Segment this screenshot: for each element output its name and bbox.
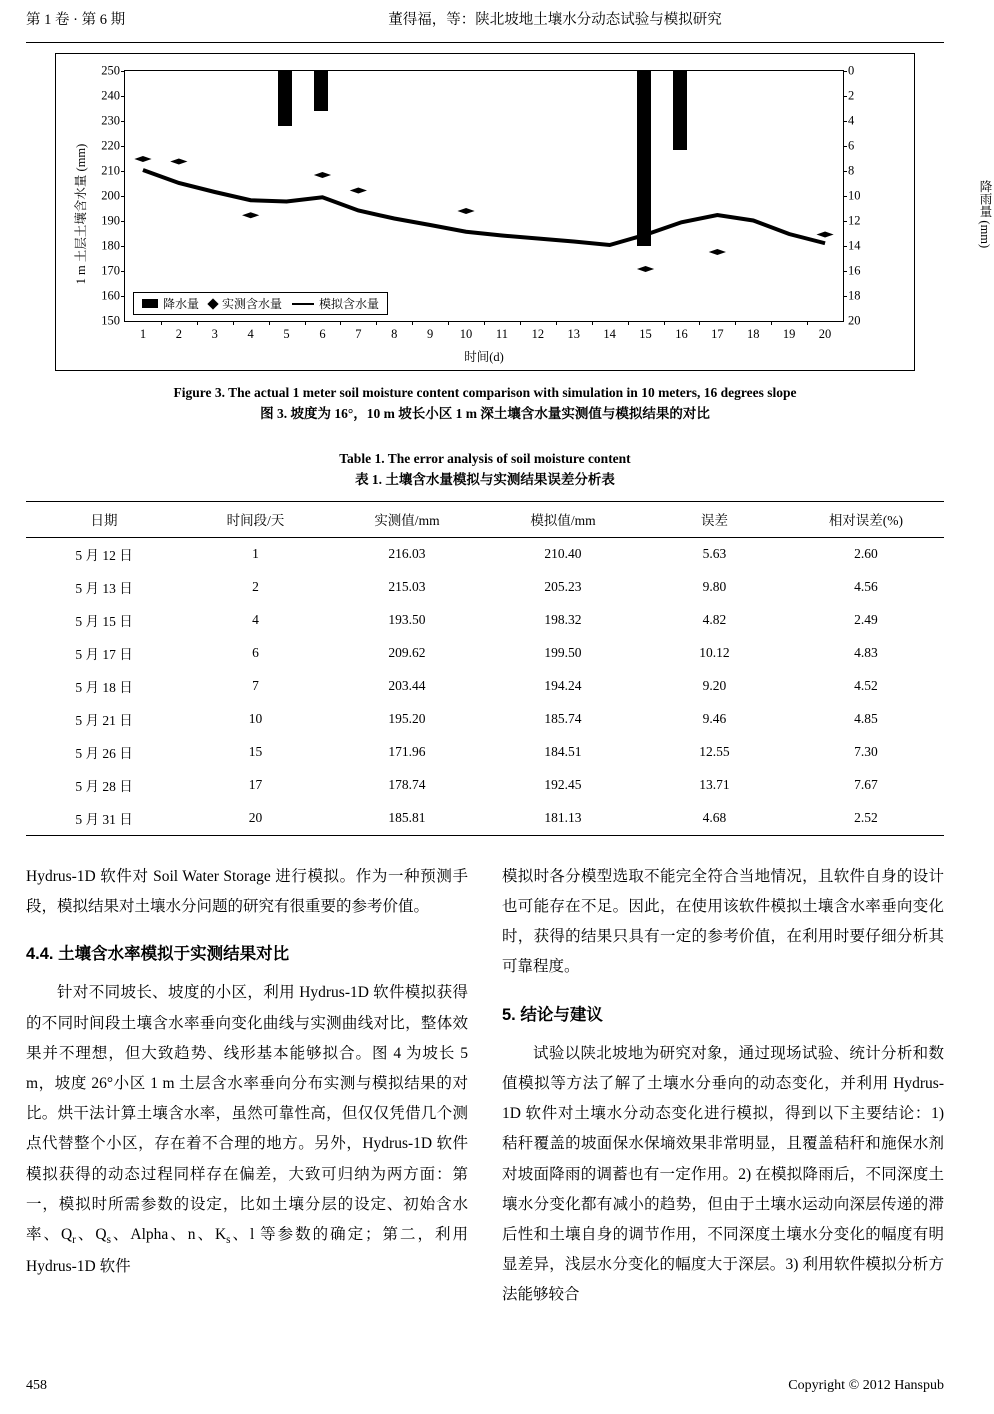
cell-date: 5 月 15 日 [75, 614, 133, 630]
cell-relative-error: 2.60 [854, 546, 878, 562]
cell-error: 9.20 [702, 678, 727, 694]
cell-relative-error: 7.30 [854, 744, 878, 760]
table-row [26, 604, 944, 637]
paragraph-left-2 [26, 978, 468, 1282]
x-tick: 8 [391, 327, 398, 341]
x-tick: 3 [211, 327, 218, 341]
measured-points [125, 71, 843, 321]
cell-day: 20 [248, 810, 263, 826]
cell-measured: 178.74 [388, 777, 426, 793]
cell-simulated: 192.45 [544, 777, 582, 793]
y-tick-left: 250 [101, 63, 120, 78]
diamond-marker-icon [207, 298, 218, 309]
cell-date: 5 月 26 日 [75, 746, 133, 762]
cell-error: 4.82 [702, 612, 727, 628]
line-swatch-icon [292, 303, 314, 305]
cell-simulated: 198.32 [544, 612, 582, 628]
section-heading-5: 5. 结论与建议 [502, 1005, 603, 1024]
x-tick: 12 [531, 327, 545, 341]
y-tick-right: 8 [848, 163, 855, 178]
col-header-date: 日期 [90, 512, 118, 528]
col-header-day: 时间段/天 [226, 512, 285, 528]
plot-area [101, 63, 861, 364]
legend-item-simulated [292, 295, 379, 312]
cell-relative-error: 4.52 [854, 678, 878, 694]
table-body [26, 537, 944, 835]
para-left-2-part4: 、l 等参数的确定；第二，利用 Hydrus-1D 软件 [26, 1226, 468, 1275]
running-head-left: 第 1 卷 · 第 6 期 [26, 12, 126, 28]
chart-legend [133, 292, 388, 315]
bar-swatch-icon [142, 299, 158, 308]
y-axis-right-label: 降雨量 (mm) [978, 179, 992, 249]
cell-simulated: 185.74 [544, 711, 582, 727]
para-left-2-sub3: s [226, 1234, 231, 1247]
cell-simulated: 205.23 [544, 579, 582, 595]
cell-relative-error: 4.83 [854, 645, 878, 661]
cell-measured: 171.96 [388, 744, 426, 760]
y-tick-left: 150 [101, 313, 120, 328]
y-tick-left: 200 [101, 188, 120, 203]
col-header-error: 误差 [700, 512, 728, 528]
y-tick-left: 220 [101, 138, 120, 153]
running-head-center: 董得福，等：陕北坡地土壤水分动态试验与模拟研究 [388, 12, 722, 28]
col-header-simulated: 模拟值/mm [530, 512, 596, 528]
cell-measured: 216.03 [388, 546, 426, 562]
cell-simulated: 199.50 [544, 645, 582, 661]
cell-day: 2 [252, 579, 259, 595]
table-row [26, 736, 944, 769]
x-tick: 13 [567, 327, 580, 341]
x-tick: 20 [818, 327, 832, 341]
table-row [26, 670, 944, 703]
y-tick-right: 18 [848, 288, 861, 303]
cell-measured: 209.62 [388, 645, 426, 661]
cell-error: 4.68 [702, 810, 727, 826]
legend-item-rainfall [142, 295, 199, 312]
figure-caption-en: Figure 3. The actual 1 meter soil moisture content comparison with simulation in 10 meters, 16 degrees slope [173, 385, 797, 400]
cell-relative-error: 4.56 [854, 579, 878, 595]
body-columns [26, 862, 944, 1311]
cell-day: 17 [248, 777, 263, 793]
para-left-2-sub2: s [106, 1234, 111, 1247]
y-tick-right: 12 [848, 213, 861, 228]
cell-error: 5.63 [702, 546, 727, 562]
cell-relative-error: 4.85 [854, 711, 878, 727]
y-tick-right: 6 [848, 138, 855, 153]
col-header-measured: 实测值/mm [374, 512, 440, 528]
table-row [26, 571, 944, 604]
copyright-notice: Copyright © 2012 Hanspub [788, 1378, 944, 1393]
col-header-relative-error: 相对误差(%) [828, 512, 904, 528]
x-tick: 15 [639, 327, 652, 341]
y-tick-right: 0 [848, 63, 855, 78]
x-tick: 7 [355, 327, 362, 341]
x-tick: 11 [495, 327, 508, 341]
para-left-2-part1: 针对不同坡长、坡度的小区，利用 Hydrus-1D 软件模拟获得的不同时间段土壤含水率垂向变化曲线与实测曲线对比，整体效果并不理想，但大致趋势、线形基本能够拟合。图 4 为坡长 5 m，坡度 26°小区 1 m 土层含水率垂向分布实测与模拟结果的对比。烘干法计算土壤含水率，虽然可靠性高，但仅仅凭借几个测点代替整个小区，存在着不合理的地方。另外，Hydrus-1D 软件模拟获得的动态过程同样存在偏差，大致可归纳为两方面：第一，模拟时所需参数的设定，比如土壤分层的设定、初始含水率、Q [26, 984, 468, 1244]
header-rule [26, 42, 944, 43]
cell-simulated: 181.13 [544, 810, 582, 826]
right-column [502, 862, 944, 1311]
x-tick: 18 [747, 327, 760, 341]
figure-caption [26, 383, 944, 425]
cell-error: 12.55 [699, 744, 730, 760]
paragraph-right-1: 模拟时各分模型选取不能完全符合当地情况，且软件自身的设计也可能存在不足。因此，在使用该软件模拟土壤含水率垂向变化时，获得的结果只具有一定的参考价值，在利用时要仔细分析其可靠程度。 [502, 867, 944, 976]
cell-measured: 203.44 [388, 678, 426, 694]
y-tick-left: 170 [101, 263, 120, 278]
cell-error: 9.80 [702, 579, 727, 595]
cell-day: 1 [252, 546, 259, 562]
cell-day: 10 [248, 711, 263, 727]
cell-relative-error: 2.52 [854, 810, 878, 826]
y-tick-right: 4 [848, 113, 855, 128]
paragraph-left-1: Hydrus-1D 软件对 Soil Water Storage 进行模拟。作为一种预测手段，模拟结果对土壤水分问题的研究有很重要的参考价值。 [26, 867, 468, 915]
cell-date: 5 月 12 日 [75, 548, 133, 564]
y-tick-left: 230 [101, 113, 120, 128]
cell-date: 5 月 13 日 [75, 581, 133, 597]
cell-simulated: 210.40 [544, 546, 582, 562]
cell-day: 15 [248, 744, 263, 760]
x-tick: 4 [247, 327, 254, 341]
table-caption-cn: 表 1. 土壤含水量模拟与实测结果误差分析表 [355, 471, 615, 487]
cell-measured: 195.20 [388, 711, 426, 727]
x-tick: 16 [675, 327, 688, 341]
cell-date: 5 月 21 日 [75, 713, 133, 729]
cell-measured: 215.03 [388, 579, 426, 595]
table-row [26, 769, 944, 802]
y-tick-right: 16 [848, 263, 861, 278]
figure-frame [55, 53, 992, 371]
table-row [26, 703, 944, 736]
chart [64, 63, 992, 364]
y-tick-right: 2 [848, 88, 855, 103]
x-tick: 17 [711, 327, 724, 341]
cell-date: 5 月 31 日 [75, 812, 133, 828]
x-tick: 6 [319, 327, 326, 341]
table-caption-en: Table 1. The error analysis of soil moisture content [339, 450, 631, 466]
y-axis-left-label: 1 m 土层土壤含水量 (mm) [74, 143, 88, 285]
legend-label-rainfall: 降水量 [163, 297, 200, 311]
y-tick-right: 10 [848, 188, 861, 203]
legend-item-measured [209, 295, 282, 312]
x-tick: 2 [175, 327, 182, 341]
para-left-2-sub1: r [72, 1234, 76, 1247]
cell-measured: 185.81 [388, 810, 426, 826]
x-tick: 5 [283, 327, 290, 341]
cell-date: 5 月 17 日 [75, 647, 133, 663]
cell-measured: 193.50 [388, 612, 426, 628]
cell-day: 6 [252, 645, 259, 661]
x-tick: 19 [782, 327, 796, 341]
running-head [26, 0, 944, 42]
para-left-2-part2: 、Q [75, 1226, 107, 1244]
cell-date: 5 月 28 日 [75, 779, 133, 795]
page-footer [26, 1378, 944, 1394]
legend-label-measured: 实测含水量 [222, 297, 283, 311]
x-axis-label: 时间(d) [464, 350, 504, 364]
x-tick: 9 [427, 327, 434, 341]
legend-label-simulated: 模拟含水量 [319, 297, 380, 311]
x-tick: 10 [459, 327, 473, 341]
cell-day: 4 [252, 612, 259, 628]
error-analysis-table [26, 501, 944, 836]
y-tick-right: 14 [848, 238, 861, 253]
cell-simulated: 184.51 [544, 744, 582, 760]
y-tick-left: 240 [101, 88, 120, 103]
x-tick: 1 [139, 327, 147, 341]
table-row [26, 637, 944, 670]
table-caption [26, 449, 944, 491]
cell-error: 13.71 [699, 777, 730, 793]
paragraph-right-2: 试验以陕北坡地为研究对象，通过现场试验、统计分析和数值模拟等方法了解了土壤水分垂向的动态变化，并利用 Hydrus-1D 软件对土壤水分动态变化进行模拟，得到以下主要结论：1) 秸秆覆盖的坡面保水保墒效果非常明显，且覆盖秸秆和施保水剂对坡面降雨的调蓄也有一定作用。2) 在模拟降雨后，不同深度土壤水分变化都有减小的趋势，但由于土壤水运动向深层传递的滞后性和土壤自身的调节作用，不同深度土壤水分变化的幅度有明显差异，浅层水分变化的幅度大于深层。3) 利用软件模拟分析方法能够较合 [502, 1044, 944, 1304]
cell-relative-error: 2.49 [854, 612, 878, 628]
cell-error: 10.12 [699, 645, 730, 661]
para-left-2-part3: 、Alpha、n、K [110, 1226, 227, 1244]
y-tick-left: 180 [101, 238, 120, 253]
cell-day: 7 [252, 678, 259, 694]
y-tick-left: 190 [101, 213, 120, 228]
y-tick-left: 160 [101, 288, 120, 303]
left-column [26, 862, 468, 1311]
y-tick-right: 20 [848, 313, 861, 328]
table-row [26, 802, 944, 836]
figure-caption-cn: 图 3. 坡度为 16°，10 m 坡长小区 1 m 深土壤含水量实测值与模拟结果的对比 [260, 405, 710, 421]
cell-relative-error: 7.67 [854, 777, 878, 793]
table-header-row [26, 501, 944, 537]
page-number: 458 [26, 1378, 47, 1393]
table-header [26, 501, 944, 537]
table-row [26, 537, 944, 571]
x-tick: 14 [603, 327, 616, 341]
figure-3 [26, 53, 992, 425]
cell-error: 9.46 [702, 711, 727, 727]
section-heading-4-4: 4.4. 土壤含水率模拟于实测结果对比 [26, 945, 290, 964]
cell-simulated: 194.24 [544, 678, 582, 694]
y-tick-left: 210 [101, 163, 120, 178]
cell-date: 5 月 18 日 [75, 680, 133, 696]
